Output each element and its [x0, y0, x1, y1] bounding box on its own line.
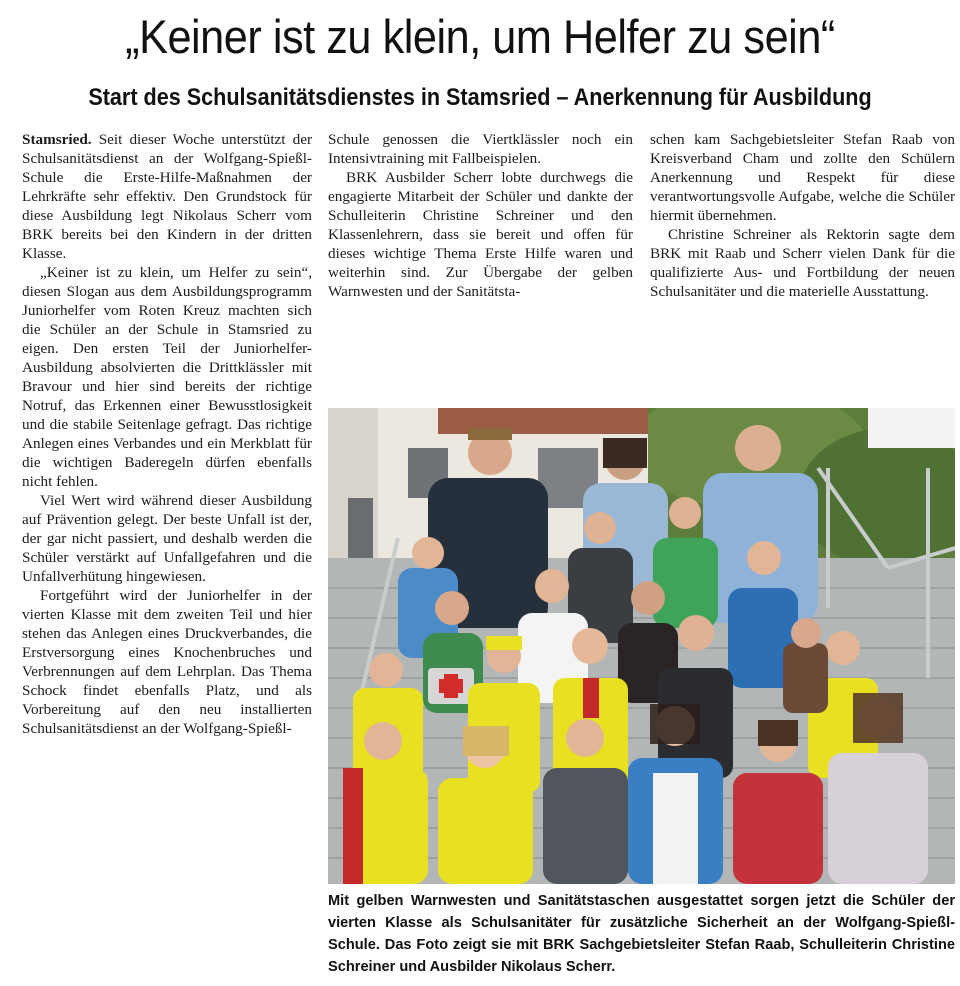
group-photo: [328, 408, 955, 884]
headline: „Keiner ist zu klein, um Helfer zu sein“: [125, 10, 835, 63]
article-column-1: [22, 130, 312, 738]
article-paragraph: Fortgeführt wird der Juniorhelfer in der vierten Klasse mit dem zweiten Teil und hier stehen das Anlegen eines Druckverbandes, die Erstversorgung eines Knochenbruches und Verbrennungen auf dem Lehrplan. Das Thema Schock findet ebenfalls Platz, und als Vorbereitung auf den neu installierten Schulsanitätsdienst an der Wolfgang-Spießl-: [22, 587, 312, 737]
article-paragraph: schen kam Sachgebietsleiter Stefan Raab von Kreisverband Cham und zollte den Schülern Anerkennung und Respekt für diese verantwortungsvolle Aufgabe, welche die Schüler hiermit übernehmen.: [650, 131, 955, 224]
photo-caption: Mit gelben Warnwesten und Sanitätstaschen ausgestattet sorgen jetzt die Schüler der vierten Klasse als Schulsanitäter für zusätzliche Sicherheit an der Wolfgang-Spießl-Schule. Das Foto zeigt sie mit BRK Sachgebietsleiter Stefan Raab, Schulleiterin Christine Schreiner und Ausbilder Nikolaus Scherr.: [328, 893, 955, 975]
article-paragraph: Schule genossen die Viertklässler noch ein Intensivtraining mit Fallbeispielen.: [328, 131, 633, 167]
group-photo-illustration: [328, 408, 955, 884]
article-paragraph: Viel Wert wird während dieser Ausbildung auf Prävention gelegt. Der beste Unfall ist der, der gar nicht passiert, und deshalb werden die Schüler verstärkt auf Unfallgefahren und die Unfallverhütung hingewiesen.: [22, 492, 312, 585]
article-column-2: [328, 130, 633, 301]
article-paragraph: [22, 130, 312, 263]
subheadline: Start des Schulsanitätsdienstes in Stamsried – Anerkennung für Ausbildung: [88, 84, 872, 111]
dateline: Stamsried.: [22, 131, 92, 148]
article-paragraph: BRK Ausbilder Scherr lobte durchwegs die engagierte Mitarbeit der Schüler und dankte der Schulleiterin Christine Schreiner und den Klassenlehrern, dass sie bereit und offen für dieses wichtige Thema Erste Hilfe waren und weiterhin sind. Zur Übergabe der gelben Warnwesten und der Sanitätsta-: [328, 169, 633, 300]
article-paragraph: Christine Schreiner als Rektorin sagte dem BRK mit Raab und Scherr vielen Dank für die qualifizierte Aus- und Fortbildung der neuen Schulsanitäter und die materielle Ausstattung.: [650, 226, 955, 300]
paragraph-text: Seit dieser Woche unterstützt der Schulsanitätsdienst an der Wolfgang-Spießl-Schule die Erste-Hilfe-Maßnahmen der Lehrkräfte sehr effektiv. Den Grundstock für diese Ausbildung legt Nikolaus Scherr vom BRK bereits bei den Kindern in der dritten Klasse.: [22, 131, 313, 262]
article-paragraph: „Keiner ist zu klein, um Helfer zu sein“, diesen Slogan aus dem Ausbildungsprogramm Juniorhelfer vom Roten Kreuz machten sich die Schüler an der Schule in Stamsried zu eigen. Den ersten Teil der Juniorhelfer-Ausbildung absolvierten die Drittklässler mit Bravour und hier sind bereits der richtige Notruf, das Erkennen einer Bewusstlosigkeit und die stabile Seitenlage gefragt. Das richtige Anlegen eines Verbandes und ein Merkblatt für die wichtigen Baderegeln dürfen ebenfalls nicht fehlen.: [22, 264, 312, 490]
article-column-3: [650, 130, 955, 301]
